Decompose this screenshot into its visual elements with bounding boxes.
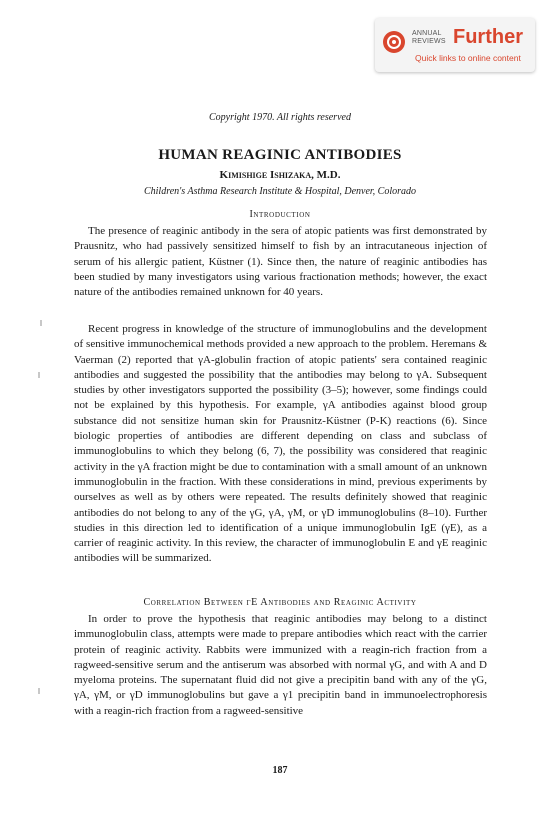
margin-scan-mark <box>40 320 42 326</box>
author-name: Kimishige Ishizaka, M.D. <box>219 169 341 181</box>
copyright-notice: Copyright 1970. All rights reserved <box>209 112 351 123</box>
body-paragraph-2: Recent progress in knowledge of the structure of immunoglobulins and the development of sensitive immunochemical methods provided a new approach to the problem. Heremans & Vaerman (2) reported that γA-globulin fraction of atopic patients' sera contained reaginic antibodies and suggested the possibility that the antibodies may belong to γA. Subsequent studies by other investigators supported the possibility (3–5); however, some findings could not be explained by this hypothesis. For example, γA antibodies against blood group substance did not sensitize human skin for Prausnitz-Küstner (P-K) reactions (6). Since biologic properties of antibodies are different depending on class and subclass of immunoglobulins to which they belong (6, 7), the possibility was considered that reaginic activity in the γA fraction might be due to contamination with a small amount of an unknown immunoglobulin in the fraction. With these considerations in mind, previous experiments by ourselves as well as by others were repeated. The results definitely showed that reaginic antibodies do not belong to any of the γG, γA, γM, or γD immunoglobulins (8–10). Further studies in this direction led to identification of a unique immunoglobulin IgE (γE), as a carrier of reaginic activity. In this review, the character of immunoglobulin E and γE reaginic antibodies will be summarized. <box>74 323 487 565</box>
body-paragraph-1: The presence of reaginic antibody in the sera of atopic patients was first demonstrated by Prausnitz, who had passively sensitized himself to fish by an intracutaneous injection of serum of his allergic patient, Küstner (1). Since then, the nature of reaginic antibodies has been studied by many investigators using various fractionation methods; however, the exact nature of the antibodies remained unknown for 40 years. <box>74 225 487 299</box>
wordmark-line-1: ANNUAL <box>412 30 442 37</box>
article-title: HUMAN REAGINIC ANTIBODIES <box>158 147 402 163</box>
margin-scan-mark <box>38 688 40 694</box>
annual-reviews-further-banner[interactable] <box>375 18 535 72</box>
quick-links-subtitle[interactable]: Quick links to online content <box>415 53 521 63</box>
margin-scan-mark <box>38 372 40 378</box>
wordmark-line-2: REVIEWS <box>412 38 446 45</box>
annual-reviews-wordmark <box>412 30 446 46</box>
body-paragraph-3: In order to prove the hypothesis that reaginic antibodies may belong to a distinct immunoglobulin class, attempts were made to prepare antibodies which react with the carrier protein of reaginic activity. Rabbits were immunized with a reagin-rich fraction from a ragweed-sensitive serum and the antiserum was absorbed with normal γG, and with A and D myeloma proteins. The supernatant fluid did not give a precipitin band with any of the γG, γA, γM, or γD immunoglobulins but gave a γ1 precipitin band in immunoelectrophoresis with a reagin-rich fraction from a ragweed-sensitive <box>74 613 487 717</box>
section-heading-correlation: Correlation Between γE Antibodies and Reaginic Activity <box>143 597 417 608</box>
author-affiliation: Children's Asthma Research Institute & Hospital, Denver, Colorado <box>143 186 417 197</box>
annual-reviews-logo-icon <box>383 31 405 53</box>
section-heading-introduction: Introduction <box>249 209 311 220</box>
further-label[interactable]: Further <box>453 26 523 48</box>
page-number: 187 <box>272 765 288 776</box>
